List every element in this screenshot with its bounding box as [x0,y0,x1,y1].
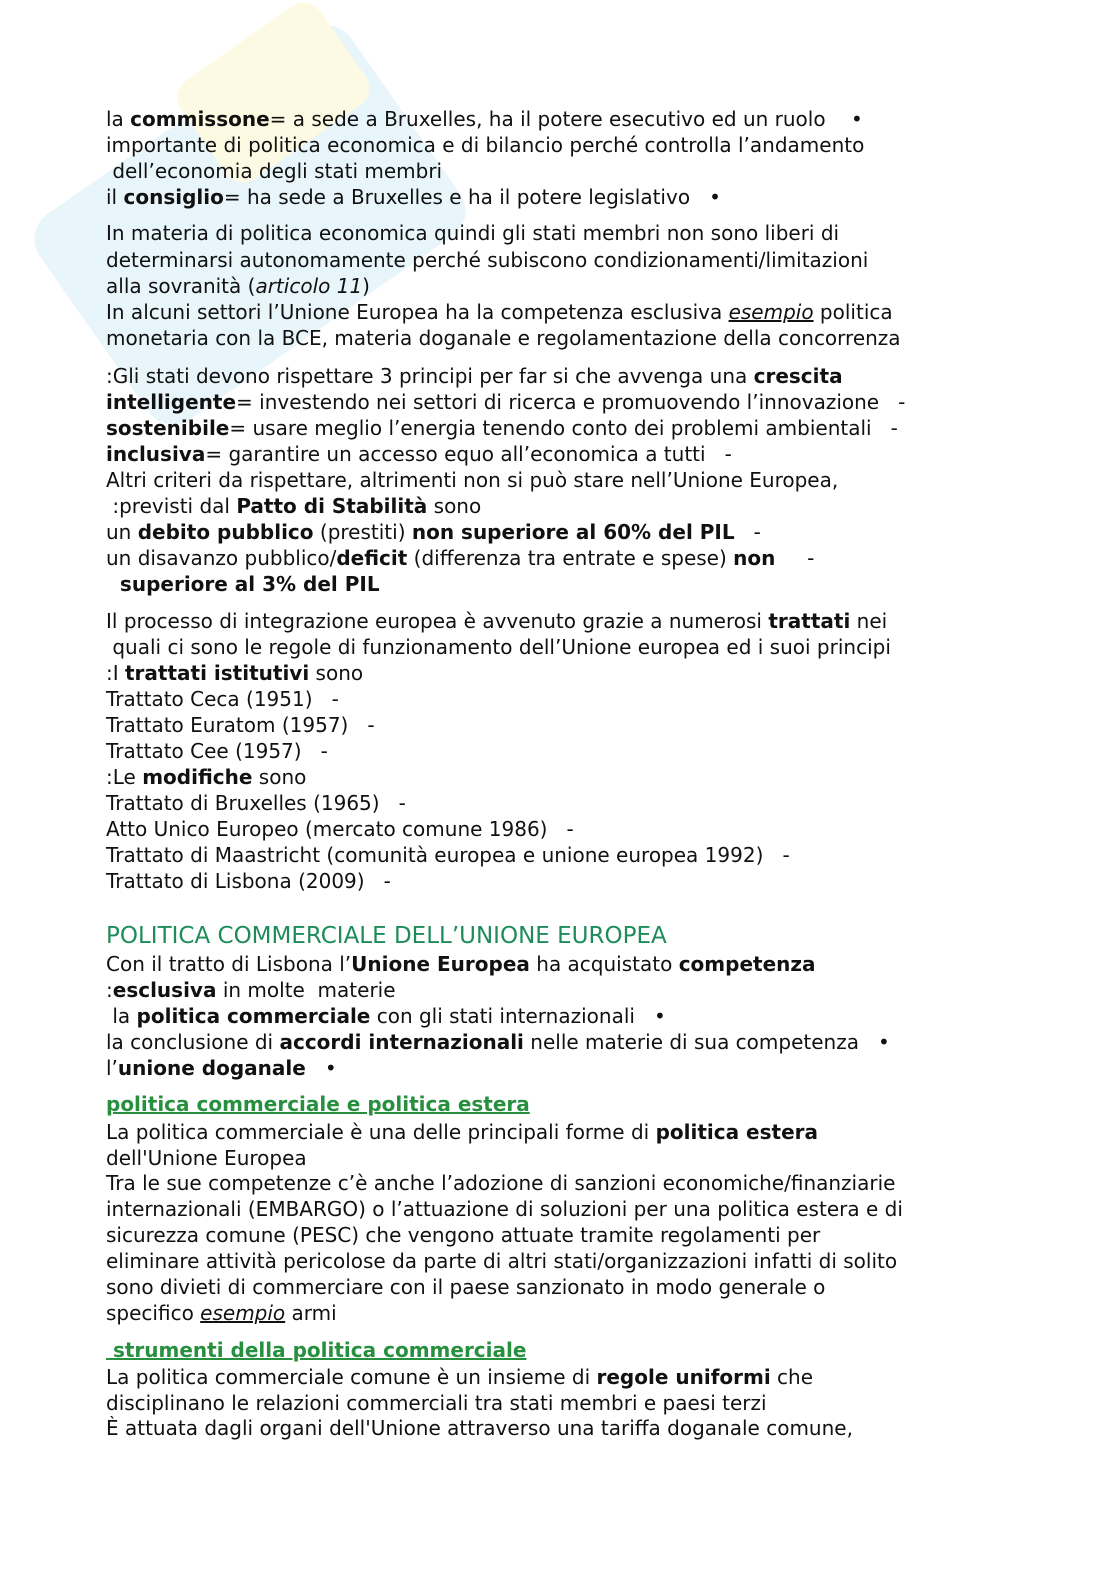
text-line [106,1170,895,1196]
bold-text: esclusiva [112,978,217,1002]
text-segment: quali ci sono le regole di funzionamento dell’Unione europea ed i suoi principi [106,635,891,659]
text-segment: un [106,520,138,544]
text-segment: = ha sede a Bruxelles e ha il potere legislativo • [223,185,721,209]
text-segment: sicurezza comune (PESC) che vengono attuate tramite regolamenti per [106,1223,821,1247]
text-line [106,184,721,210]
text-line [106,634,891,660]
text-segment: internazionali (EMBARGO) o l’attuazione di soluzioni per una politica estera e di [106,1197,903,1221]
bold-text: unione doganale [117,1056,306,1080]
text-segment: = a sede a Bruxelles, ha il potere esecutivo ed un ruolo • [269,107,863,131]
text-segment: POLITICA COMMERCIALE DELL’UNIONE EUROPEA [106,923,667,949]
text-line [106,389,905,415]
bold-text: regole uniformi [596,1365,771,1389]
text-line [106,1248,897,1274]
text-line [106,1196,903,1222]
text-segment: un disavanzo pubblico/ [106,546,337,570]
text-line [106,1390,767,1416]
text-segment: strumenti della politica commerciale [106,1338,527,1362]
bold-text: non superiore al 60% del PIL [411,520,735,544]
text-segment: sono [252,765,307,789]
text-line [106,660,363,686]
text-segment: In materia di politica economica quindi gli stati membri non sono liberi di [106,221,840,245]
text-line [106,764,306,790]
text-line [106,106,863,132]
bold-text: politica commerciale [136,1004,371,1028]
text-segment: • [305,1056,337,1080]
text-line [106,415,898,441]
text-line [106,816,574,842]
text-segment: la [106,107,131,131]
text-segment: La politica commerciale è una delle principali forme di [106,1120,656,1144]
bold-text: non [733,546,776,570]
text-segment: monetaria con la BCE, materia doganale e regolamentazione della concorrenza [106,326,901,350]
text-line [106,977,396,1003]
text-line [106,1055,337,1081]
text-line [106,325,901,351]
text-line [106,712,375,738]
text-segment: ha acquistato [529,952,679,976]
text-line [106,1300,337,1326]
bold-text: debito pubblico [137,520,314,544]
text-segment: Con il tratto di Lisbona l’ [106,952,352,976]
bold-text: commissone [130,107,270,131]
text-segment: Trattato di Bruxelles (1965) - [106,791,406,815]
text-segment: Trattato di Lisbona (2009) - [106,869,391,893]
text-line [106,790,406,816]
text-segment: ) [362,274,370,298]
text-segment: :Gli stati devono rispettare 3 principi per far si che avvenga una [106,364,754,388]
text-line [106,842,790,868]
text-segment: in molte materie [216,978,396,1002]
text-segment: specifico [106,1301,201,1325]
text-line [106,519,761,545]
text-segment: = usare meglio l’energia tenendo conto dei problemi ambientali - [229,416,898,440]
text-line [106,158,442,184]
text-line [106,1029,890,1055]
bold-text: politica estera [655,1120,819,1144]
text-segment: con gli stati internazionali • [370,1004,666,1028]
bold-text: competenza [678,952,816,976]
text-segment: l’ [106,1056,118,1080]
text-segment: alla sovranità ( [106,274,256,298]
text-line [106,545,814,571]
text-segment: : [106,978,113,1002]
text-segment: = investendo nei settori di ricerca e promuovendo l’innovazione - [236,390,906,414]
text-line [106,1364,813,1390]
text-segment: politica [813,300,893,324]
text-segment: la conclusione di [106,1030,280,1054]
text-segment: - [734,520,761,544]
text-segment: Trattato Euratom (1957) - [106,713,375,737]
text-line [106,1222,820,1248]
bold-text: accordi internazionali [279,1030,524,1054]
text-segment: = garantire un accesso equo all’economica a tutti - [205,442,732,466]
text-segment: (prestiti) [313,520,412,544]
text-segment: importante di politica economica e di bilancio perché controlla l’andamento [106,133,865,157]
text-segment: Il processo di integrazione europea è avvenuto grazie a numerosi [106,609,769,633]
text-line [106,571,380,597]
text-line [106,220,839,246]
text-line [106,951,816,977]
text-segment: la [106,1004,137,1028]
italic-text: esempio [728,300,814,324]
subsection-heading [106,1091,530,1117]
text-line [106,273,370,299]
text-segment: Atto Unico Europeo (mercato comune 1986) - [106,817,574,841]
text-segment: dell'Unione Europea [106,1146,307,1170]
text-line [106,608,887,634]
text-segment: dell’economia degli stati membri [106,159,443,183]
bold-text: trattati [768,609,851,633]
bold-text: superiore al 3% del PIL [106,572,380,596]
text-segment: La politica commerciale comune è un insieme di [106,1365,597,1389]
text-segment: nelle materie di sua competenza • [523,1030,890,1054]
text-segment: che [770,1365,814,1389]
bold-text: consiglio [123,185,224,209]
text-segment: - [775,546,815,570]
section-heading [106,923,667,949]
text-segment: Altri criteri da rispettare, altrimenti non si può stare nell’Unione Europea, [106,468,839,492]
italic-text: esempio [200,1301,286,1325]
text-segment: il [106,185,124,209]
bold-text: trattati istitutivi [125,661,310,685]
text-line [106,363,843,389]
text-segment: nei [850,609,888,633]
text-segment: armi [285,1301,337,1325]
text-line [106,1274,825,1300]
text-line [106,132,864,158]
text-segment: politica commerciale e politica estera [106,1092,530,1116]
bold-text: crescita [753,364,843,388]
text-segment: disciplinano le relazioni commerciali tra stati membri e paesi terzi [106,1391,767,1415]
bold-text: sostenibile [106,416,230,440]
text-segment: È attuata dagli organi dell'Unione attraverso una tariffa doganale comune, [106,1416,853,1440]
text-line [106,467,838,493]
text-segment: sono [309,661,364,685]
text-segment: sono [427,494,482,518]
bold-text: Patto di Stabilità [236,494,428,518]
text-segment: determinarsi autonomamente perché subiscono condizionamenti/limitazioni [106,248,869,272]
bold-text: modifiche [142,765,253,789]
text-segment: sono divieti di commerciare con il paese sanzionato in modo generale o [106,1275,826,1299]
text-line [106,1119,818,1145]
bold-text: intelligente [106,390,237,414]
text-segment: In alcuni settori l’Unione Europea ha la competenza esclusiva [106,300,729,324]
text-segment: Trattato Cee (1957) - [106,739,328,763]
text-segment: :I [106,661,125,685]
text-segment: (differenza tra entrate e spese) [407,546,734,570]
bold-text: deficit [336,546,408,570]
text-line [106,299,893,325]
text-line [106,493,481,519]
subsection-heading [106,1337,526,1363]
text-line [106,1145,307,1171]
text-segment: :previsti dal [106,494,237,518]
text-segment: :Le [106,765,143,789]
bold-text: Unione Europea [351,952,530,976]
text-segment: eliminare attività pericolose da parte di altri stati/organizzazioni infatti di solito [106,1249,898,1273]
text-segment: Trattato di Maastricht (comunità europea e unione europea 1992) - [106,843,790,867]
italic-text: articolo 11 [255,274,363,298]
text-line [106,738,328,764]
text-line [106,686,339,712]
text-line [106,868,391,894]
text-segment: Tra le sue competenze c’è anche l’adozione di sanzioni economiche/finanziarie [106,1171,896,1195]
text-line [106,1003,666,1029]
text-line [106,1415,853,1441]
text-line [106,441,732,467]
bold-text: inclusiva [106,442,206,466]
text-segment: Trattato Ceca (1951) - [106,687,339,711]
text-line [106,247,868,273]
